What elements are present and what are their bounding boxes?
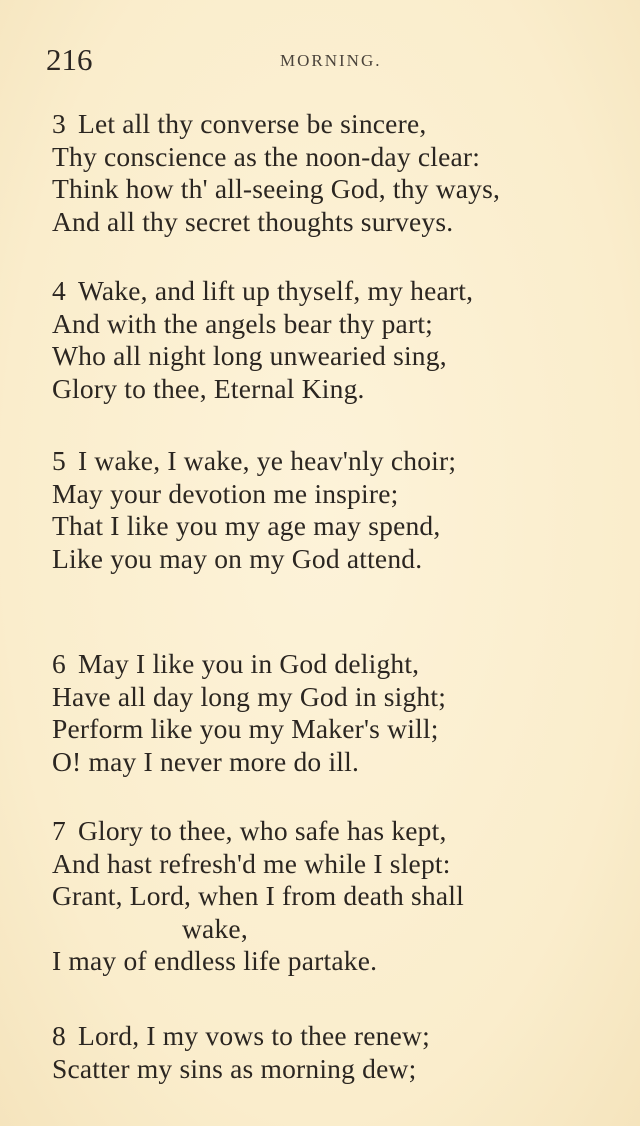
stanza-4 [52,275,632,405]
stanza-line: That I like you my age may spend, [52,510,441,541]
stanza-line-text: Lord, I my vows to thee renew; [77,1020,430,1051]
stanza-line [52,815,632,848]
stanza-line: Like you may on my God attend. [52,542,423,574]
stanza-line: Have all day long my God in sight; [52,680,447,712]
stanza-line: Perform like you my Maker's will; [52,713,439,744]
page-header [0,40,640,80]
stanza-line-turnover: wake, [182,912,248,944]
stanza-line: Glory to thee, Eternal King. [52,372,365,404]
stanza-line-text: Wake, and lift up thyself, my heart, [77,275,474,306]
stanza-number: 7 [52,815,66,846]
stanza-line: Thy conscience as the noon-day clear: [52,140,481,172]
stanza-line-text: I wake, I wake, ye heav'nly choir; [77,445,457,476]
stanza-line: I may of endless life partake. [52,945,378,976]
stanza-8 [52,1020,632,1085]
stanza-line [52,445,632,478]
stanza-line: And hast refresh'd me while I slept: [52,847,451,879]
stanza-3 [52,108,632,238]
stanza-line-text: May I like you in God delight, [77,648,420,679]
stanza-line: Think how th' all-seeing God, thy ways, [52,173,501,204]
stanza-line [52,108,632,141]
stanza-6 [52,648,632,778]
stanza-line [52,648,632,681]
stanza-number: 8 [52,1020,66,1051]
stanza-number: 3 [52,108,66,139]
stanza-line [52,1020,632,1053]
stanza-line [52,275,632,308]
stanza-line: Grant, Lord, when I from death shall [52,880,464,911]
stanza-line-text: Let all thy converse be sincere, [77,108,427,139]
stanza-5 [52,445,632,575]
stanza-7 [52,815,632,978]
stanza-line: May your devotion me inspire; [52,477,399,509]
stanza-line: And with the angels bear thy part; [52,307,434,339]
stanza-line: O! may I never more do ill. [52,745,360,777]
stanza-number: 5 [52,445,66,476]
stanza-line: And all thy secret thoughts surveys. [52,205,454,237]
stanza-number: 4 [52,275,66,306]
stanza-line-text: Glory to thee, who safe has kept, [77,815,447,846]
running-title: MORNING. [280,51,382,70]
stanza-line: Who all night long unwearied sing, [52,340,447,371]
stanza-number: 6 [52,648,66,679]
page-number: 216 [46,42,93,77]
stanza-line: Scatter my sins as morning dew; [52,1052,417,1084]
